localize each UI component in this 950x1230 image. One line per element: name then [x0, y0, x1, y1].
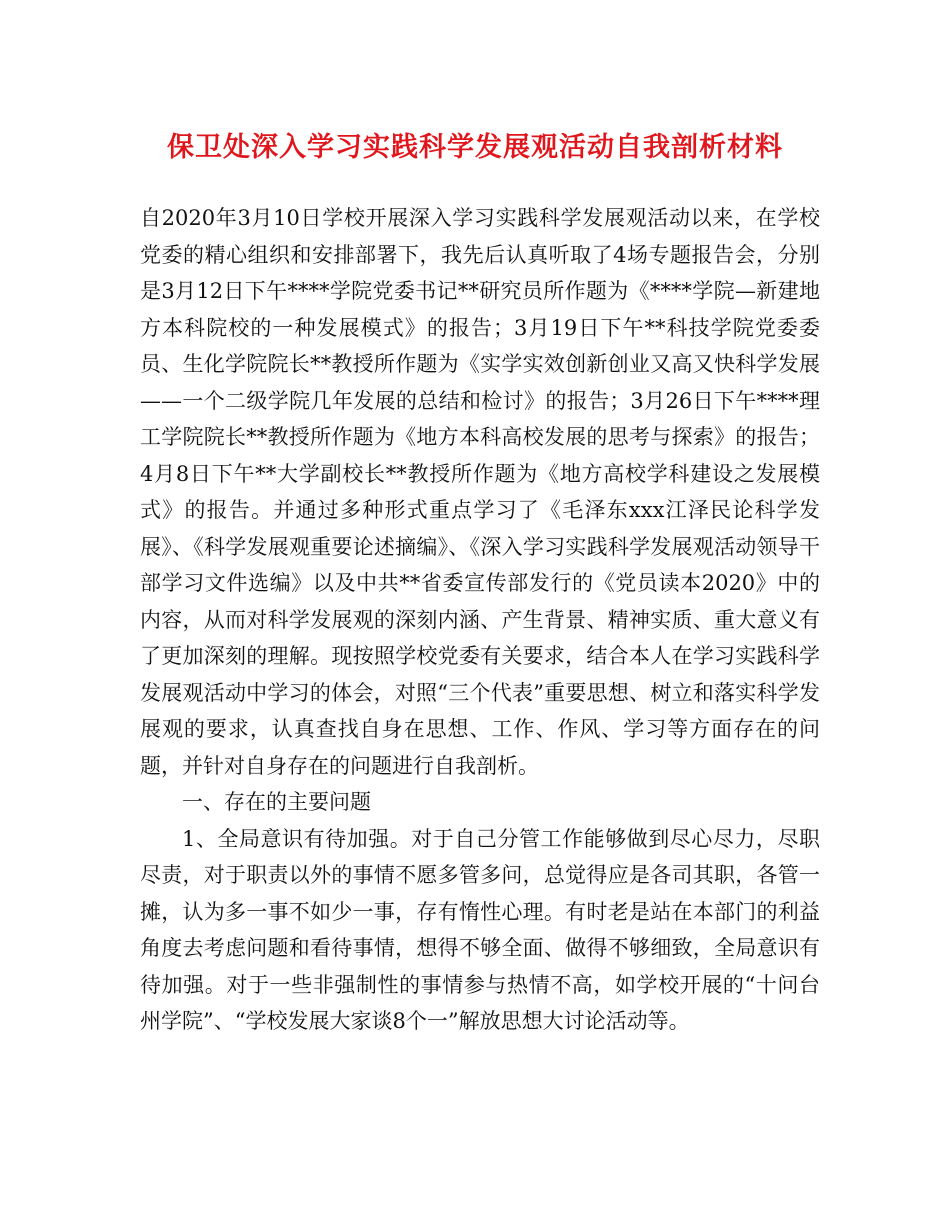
document-body: [140, 200, 820, 1040]
section-heading: 一、存在的主要问题: [182, 790, 371, 814]
issue-paragraph: 1、全局意识有待加强。对于自己分管工作能够做到尽心尽力，尽职尽责，对于职责以外的事情不愿多管多问，总觉得应是各司其职，各管一摊，认为多一事不如少一事，存有惰性心理。有时老是站在本部门的利益角度去考虑问题和看待事情，想得不够全面、做得不够细致，全局意识有待加强。对于一些非强制性的事情参与热情不高，如学校开展的“十问台州学院”、“学校发展大家谈8个一”解放思想大讨论活动等。: [140, 826, 820, 1033]
intro-paragraph: 自2020年3月10日学校开展深入学习实践科学发展观活动以来，在学校党委的精心组织和安排部署下，我先后认真听取了4场专题报告会，分别是3月12日下午****学院党委书记**研究员所作题为《****学院—新建地方本科院校的一种发展模式》的报告；3月19日下午**科技学院党委委员、生化学院院长**教授所作题为《实学实效创新创业又高又快科学发展——一个二级学院几年发展的总结和检讨》的报告；3月26日下午****理工学院院长**教授所作题为《地方本科高校发展的思考与探索》的报告；4月8日下午**大学副校长**教授所作题为《地方高校学科建设之发展模式》的报告。并通过多种形式重点学习了《毛泽东xxx江泽民论科学发展》、《科学发展观重要论述摘编》、《深入学习实践科学发展观活动领导干部学习文件选编》以及中共**省委宣传部发行的《党员读本2020》中的内容，从而对科学发展观的深刻内涵、产生背景、精神实质、重大意义有了更加深刻的理解。现按照学校党委有关要求，结合本人在学习实践科学发展观活动中学习的体会，对照“三个代表”重要思想、树立和落实科学发展观的要求，认真查找自身在思想、工作、作风、学习等方面存在的问题，并针对自身存在的问题进行自我剖析。: [140, 206, 820, 778]
document-title: 保卫处深入学习实践科学发展观活动自我剖析材料: [167, 132, 783, 163]
